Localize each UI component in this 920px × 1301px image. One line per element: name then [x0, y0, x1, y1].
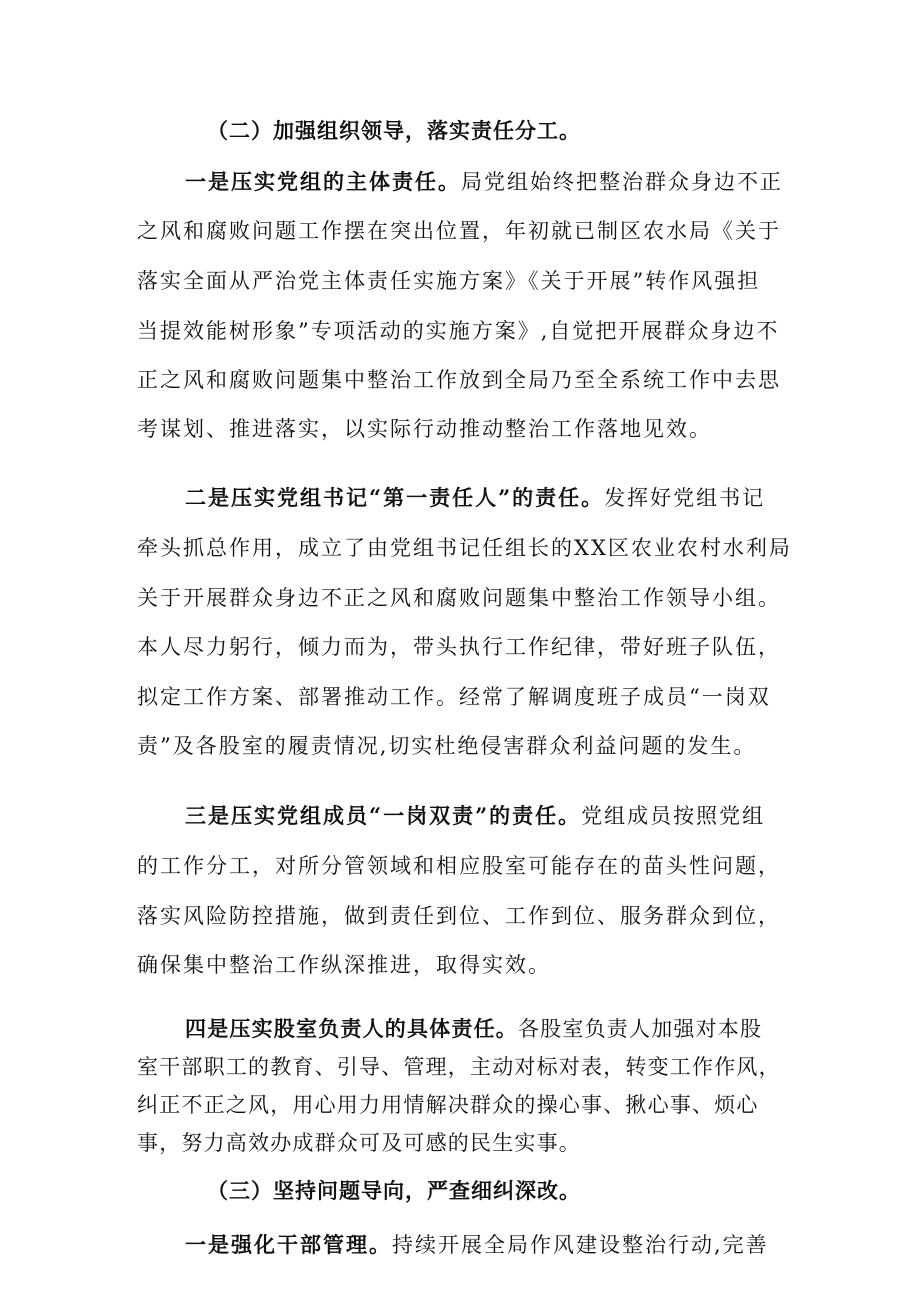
paragraph-line: 纠正不正之风，用心用力用情解决群众的操心事、揪心事、烦心 — [137, 1093, 759, 1117]
paragraph-line: 的工作分工，对所分管领域和相应股室可能存在的苗头性问题， — [137, 854, 781, 878]
paragraph-text: 局党组始终把整治群众身边不正 — [461, 170, 783, 194]
paragraph-lead: 二是压实党组书记“第一责任人”的责任。 — [185, 485, 605, 510]
paragraph-first-line — [185, 1231, 769, 1259]
paragraph-line: 室干部职工的教育、引导、管理，主动对标对表，转变工作作风， — [137, 1055, 781, 1079]
paragraph-lead: 一是强化干部管理。 — [185, 1232, 392, 1257]
paragraph-line: 拟定工作方案、部署推动工作。经常了解调度班子成员“一岗双 — [137, 685, 771, 709]
paragraph-line: 落实全面从严治党主体责任实施方案》《关于开展”转作风强担 — [137, 269, 761, 293]
paragraph-line: 责”及各股室的履责情况,切实杜绝侵害群众利益问题的发生。 — [137, 734, 757, 758]
paragraph-line: 牵头抓总作用，成立了由党组书记任组长的XX区农业农村水利局 — [137, 536, 792, 560]
paragraph-text: 持续开展全局作风建设整治行动,完善 — [392, 1233, 769, 1257]
section-heading: （二）加强组织领导，落实责任分工。 — [207, 118, 581, 143]
paragraph-line: 关于开展群众身边不正之风和腐败问题集中整治工作领导小组。 — [137, 586, 781, 610]
paragraph-line: 之风和腐败问题工作摆在突出位置，年初就已制区农水局《关于 — [137, 219, 781, 243]
paragraph-text: 党组成员按照党组 — [581, 804, 766, 828]
paragraph-line: 考谋划、推进落实，以实际行动推动整治工作落地见效。 — [137, 417, 712, 441]
paragraph-line: 落实风险防控措施，做到责任到位、工作到位、服务群众到位， — [137, 904, 781, 928]
paragraph-first-line — [185, 802, 765, 830]
paragraph-line: 当提效能树形象”专项活动的实施方案》,自觉把开展群众身边不 — [137, 319, 780, 343]
paragraph-line: 事，努力高效办成群众可及可感的民生实事。 — [137, 1131, 581, 1155]
paragraph-lead: 三是压实党组成员“一岗双责”的责任。 — [185, 803, 582, 828]
paragraph-first-line — [185, 484, 765, 512]
paragraph-lead: 四是压实股室负责人的具体责任。 — [185, 1016, 518, 1041]
paragraph-first-line — [185, 168, 783, 196]
paragraph-line: 正之风和腐败问题集中整治工作放到全局乃至全系统工作中去思 — [137, 368, 781, 392]
paragraph-text: 发挥好党组书记 — [604, 486, 766, 510]
paragraph-text: 各股室负责人加强对本股 — [518, 1017, 763, 1041]
section-heading: （三）坚持问题导向，严查细纠深改。 — [207, 1178, 581, 1203]
paragraph-line: 确保集中整治工作纵深推进，取得实效。 — [137, 953, 551, 977]
paragraph-first-line — [185, 1015, 762, 1043]
paragraph-lead: 一是压实党组的主体责任。 — [185, 169, 461, 194]
paragraph-line: 本人尽力躬行，倾力而为，带头执行工作纪律，带好班子队伍， — [137, 635, 781, 659]
